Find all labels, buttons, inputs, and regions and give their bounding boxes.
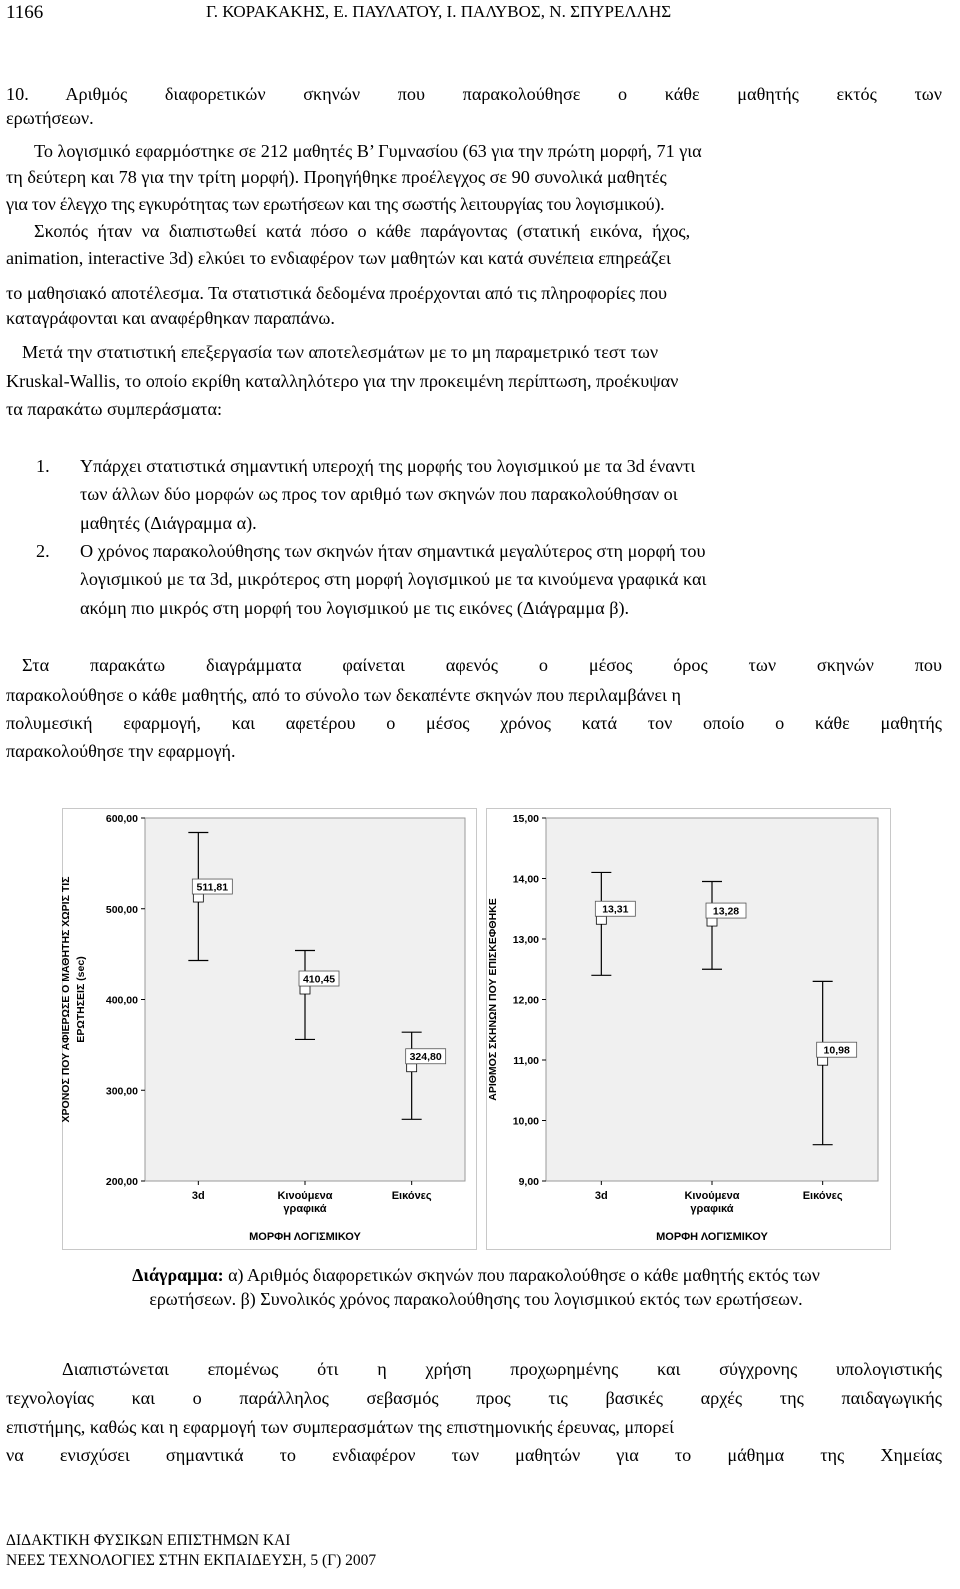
list-number: 2.: [36, 541, 50, 561]
y-tick-label: 11,00: [513, 1055, 539, 1067]
text-line: τα παρακάτω συμπεράσματα:: [6, 399, 223, 419]
text-line: animation, interactive 3d) ελκύει το ενδιαφέρον των μαθητών και κατά συνέπεια επηρεάζει: [6, 248, 671, 268]
text-line: Kruskal-Wallis, το οποίο εκρίθη καταλληλότερο για την προκειμένη περίπτωση, προέκυψαν: [6, 371, 679, 391]
y-tick-label: 13,00: [512, 934, 539, 946]
mean-label: 511,81: [196, 881, 229, 894]
mean-marker: [707, 918, 717, 926]
text-line: πολυμεσική εφαρμογή, και αφετέρου ο μέσος χρόνος κατά τον οποίο ο κάθε μαθητής: [6, 713, 942, 733]
y-tick-label: 300,00: [105, 1085, 138, 1098]
caption-text-2: ερωτήσεων. β) Συνολικός χρόνος παρακολούθησης του λογισμικού εκτός των ερωτήσεων.: [149, 1289, 803, 1309]
caption-line-1: [6, 1263, 946, 1287]
y-axis-label: ΧΡΟΝΟΣ ΠΟΥ ΑΦΙΕΡΩΣΕ Ο ΜΑΘΗΤΗΣ ΧΩΡΙΣ ΤΙΣ: [60, 876, 72, 1123]
y-axis-label: ΕΡΩΤΗΣΕΙΣ (sec): [75, 956, 87, 1043]
page-number: 1166: [6, 2, 44, 23]
mean-label: 13,31: [602, 903, 629, 916]
mean-marker: [818, 1057, 828, 1065]
text-line: να ενισχύσει σημαντικά το ενδιαφέρον των μαθητών για το μάθημα της Χημείας: [6, 1445, 942, 1465]
y-tick-label: 10,00: [512, 1115, 539, 1128]
x-tick-label: 3d: [594, 1190, 608, 1202]
x-tick-label: Εικόνες: [802, 1190, 843, 1202]
x-tick-label: Εικόνες: [391, 1190, 432, 1202]
x-axis-label: ΜΟΡΦΗ ΛΟΓΙΣΜΙΚΟΥ: [656, 1231, 768, 1243]
text-line: μαθητές (Διάγραμμα α).: [80, 513, 257, 533]
text-line: παρακολούθησε την εφαρμογή.: [6, 741, 236, 761]
y-tick-label: 14,00: [512, 873, 539, 886]
text-line: ερωτήσεων.: [6, 108, 94, 128]
y-tick-label: 200,00: [105, 1176, 138, 1188]
chart-left-time: [62, 808, 477, 1250]
text-line: παρακολούθησε ο κάθε μαθητής, από το σύνολο των δεκαπέντε σκηνών που περιλαμβάνει η: [6, 685, 681, 705]
text-line: λογισμικού με τα 3d, μικρότερος στη μορφή λογισμικού με τα κινούμενα γραφικά και: [80, 569, 707, 589]
y-tick-label: 600,00: [105, 813, 138, 825]
footer-journal-line-2: ΝΕΕΣ ΤΕΧΝΟΛΟΓΙΕΣ ΣΤΗΝ ΕΚΠΑΙΔΕΥΣΗ, 5 (Γ) 2007: [6, 1552, 377, 1569]
y-tick-label: 9,00: [518, 1176, 539, 1188]
x-tick-label: γραφικά: [283, 1203, 327, 1215]
mean-marker: [596, 916, 606, 924]
text-line: Ο χρόνος παρακολούθησης των σκηνών ήταν σημαντικά μεγαλύτερος στη μορφή του: [80, 541, 706, 561]
mean-marker: [300, 986, 310, 994]
chart-right-scenes: [486, 808, 891, 1250]
y-tick-label: 15,00: [512, 813, 539, 825]
text-line: 10. Αριθμός διαφορετικών σκηνών που παρακολούθησε ο κάθε μαθητής εκτός των: [6, 84, 942, 104]
mean-marker: [407, 1064, 417, 1072]
mean-label: 410,45: [302, 973, 336, 986]
text-line: το μαθησιακό αποτέλεσμα. Τα στατιστικά δεδομένα προέρχονται από τις πληροφορίες που: [6, 283, 667, 303]
text-line: ακόμη πιο μικρός στη μορφή του λογισμικού με τις εικόνες (Διάγραμμα β).: [80, 598, 630, 618]
x-tick-label: 3d: [191, 1190, 205, 1202]
text-line: επιστήμης, καθώς και η εφαρμογή των συμπερασμάτων της επιστημονικής έρευνας, μπορεί: [6, 1417, 675, 1437]
x-tick-label: γραφικά: [690, 1203, 734, 1215]
text-line: Το λογισμικό εφαρμόστηκε σε 212 μαθητές Β’ Γυμνασίου (63 για την πρώτη μορφή, 71 για: [34, 141, 702, 161]
y-tick-label: 400,00: [105, 994, 138, 1007]
caption-label: Διάγραμμα:: [132, 1265, 224, 1285]
y-axis-label: ΑΡΙΘΜΟΣ ΣΚΗΝΩΝ ΠΟΥ ΕΠΙΣΚΕΦΘΗΚΕ: [487, 898, 499, 1101]
x-tick-label: Κινούμενα: [684, 1190, 740, 1202]
list-number: 1.: [36, 456, 50, 476]
x-axis-label: ΜΟΡΦΗ ΛΟΓΙΣΜΙΚΟΥ: [249, 1231, 361, 1243]
y-tick-label: 500,00: [105, 903, 138, 916]
text-line: των άλλων δύο μορφών ως προς τον αριθμό των σκηνών που παρακολούθησαν οι: [80, 484, 678, 504]
x-tick-label: Κινούμενα: [277, 1190, 333, 1202]
caption-text-1: α) Αριθμός διαφορετικών σκηνών που παρακολούθησε ο κάθε μαθητής εκτός των: [223, 1265, 820, 1285]
text-line: Σκοπός ήταν να διαπιστωθεί κατά πόσο ο κάθε παράγοντας (στατική εικόνα, ήχος,: [34, 221, 691, 241]
mean-label: 324,80: [409, 1051, 442, 1064]
text-line: Υπάρχει στατιστικά σημαντική υπεροχή της μορφής του λογισμικού με τα 3d έναντι: [80, 456, 696, 476]
chart-left-svg: [62, 808, 477, 1250]
mean-label: 10,98: [823, 1044, 850, 1057]
text-line: τεχνολογίας και ο παράλληλος σεβασμός προς τις βασικές αρχές της παιδαγωγικής: [6, 1388, 942, 1408]
text-line: Στα παρακάτω διαγράμματα φαίνεται αφενός ο μέσος όρος των σκηνών που: [22, 655, 942, 675]
text-line: Μετά την στατιστική επεξεργασία των αποτελεσμάτων με το μη παραμετρικό τεστ των: [22, 342, 659, 362]
y-tick-label: 12,00: [512, 994, 539, 1007]
text-line: Διαπιστώνεται επομένως ότι η χρήση προχωρημένης και σύγχρονης υπολογιστικής: [62, 1359, 942, 1379]
text-line: καταγράφονται και αναφέρθηκαν παραπάνω.: [6, 308, 335, 328]
footer-journal-line-1: ΔΙΔΑΚΤΙΚΗ ΦΥΣΙΚΩΝ ΕΠΙΣΤΗΜΩΝ ΚΑΙ: [6, 1532, 291, 1549]
figure-caption: [6, 1263, 946, 1311]
mean-marker: [193, 894, 203, 902]
mean-label: 13,28: [712, 905, 740, 918]
text-line: για τον έλεγχο της εγκυρότητας των ερωτήσεων και της σωστής λειτουργίας του λογισμικού).: [6, 194, 665, 214]
chart-right-svg: [486, 808, 891, 1250]
running-header-authors: Γ. ΚΟΡΑΚΑΚΗΣ, Ε. ΠΑΥΛΑΤΟΥ, Ι. ΠΑΛΥΒΟΣ, Ν. ΣΠΥΡΕΛΛΗΣ: [206, 2, 672, 21]
text-line: τη δεύτερη και 78 για την τρίτη μορφή). Προηγήθηκε προέλεγχος σε 90 συνολικά μαθητές: [6, 167, 667, 187]
